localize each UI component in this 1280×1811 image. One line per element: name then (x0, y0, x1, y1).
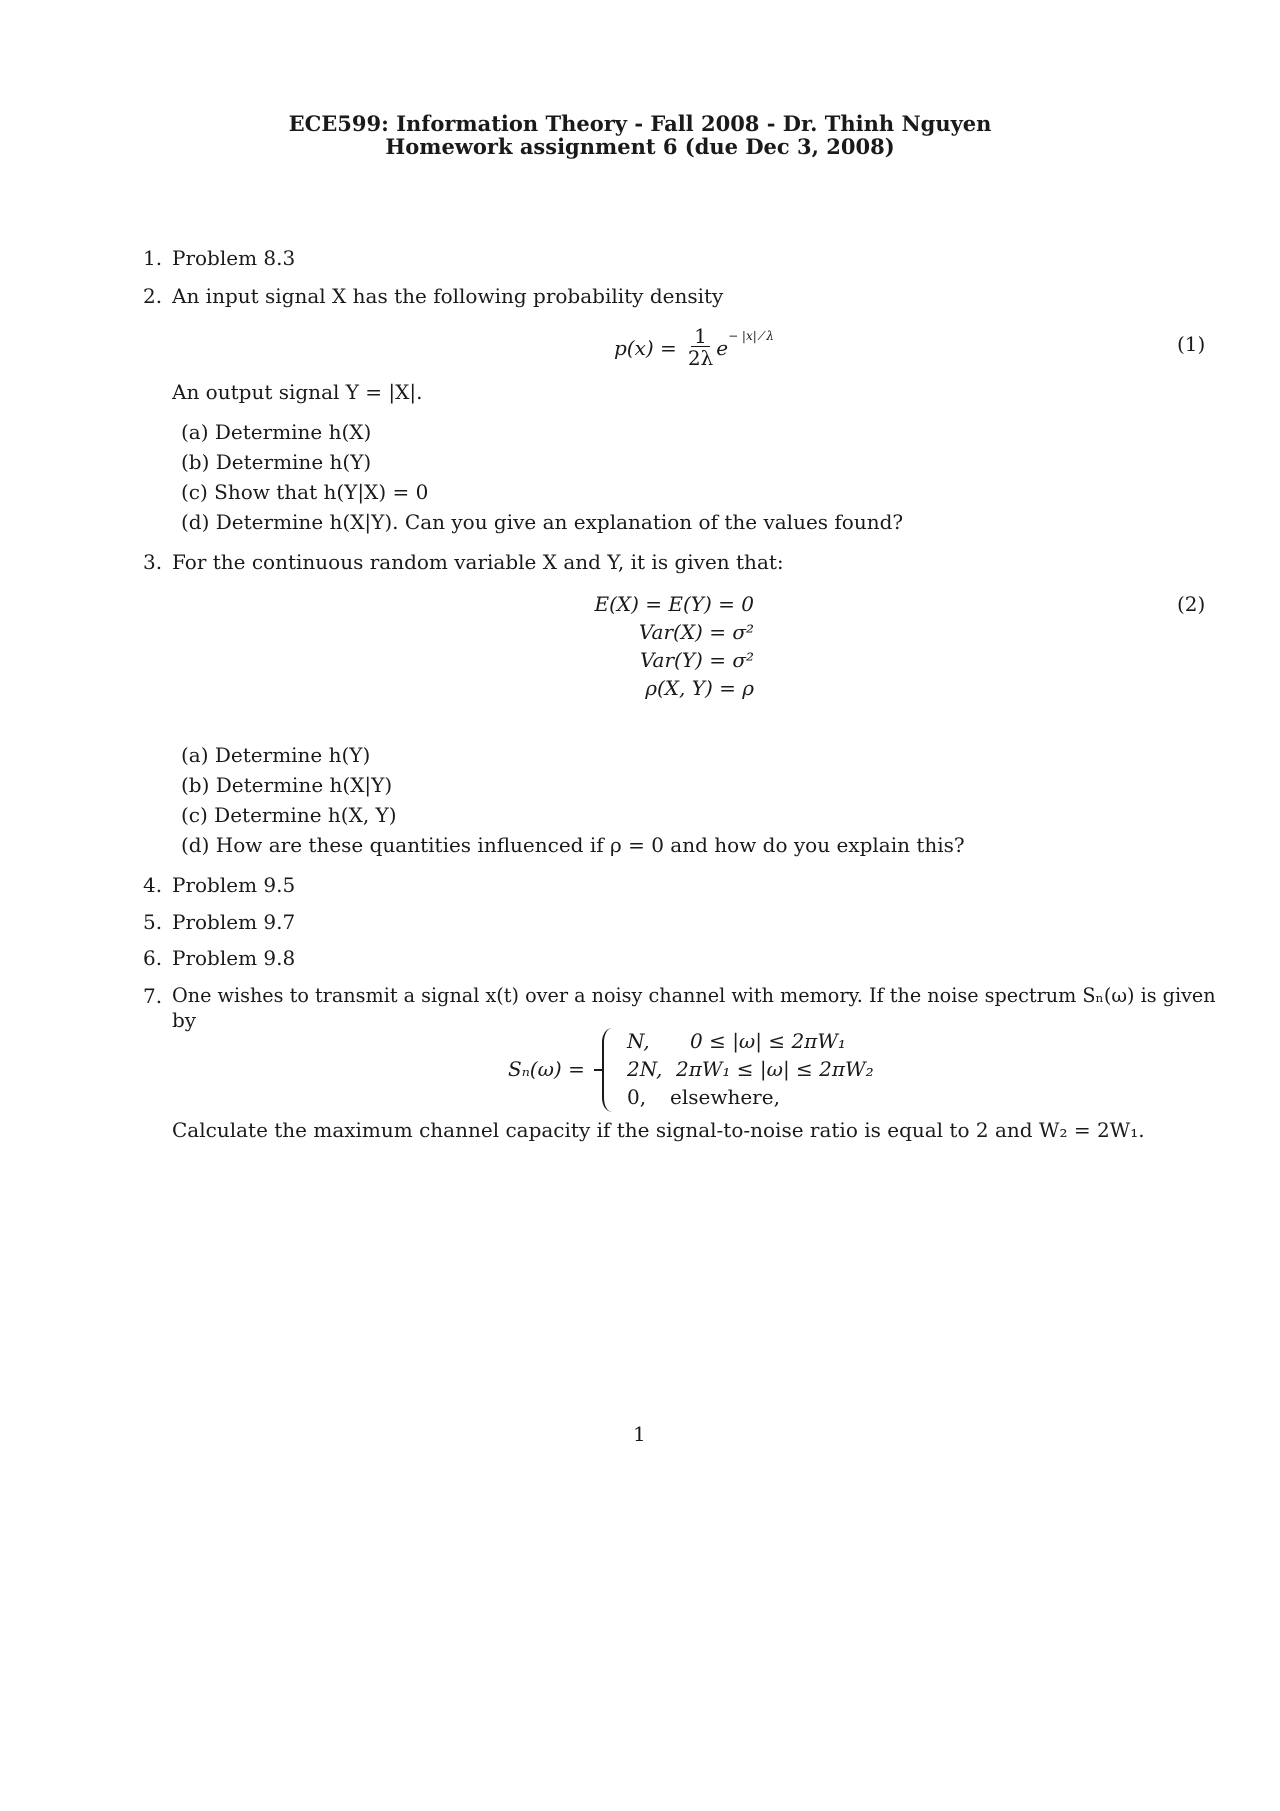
equation-2-line-4: ρ(X, Y) = ρ (645, 676, 754, 700)
problem-2-output-text: An output signal Y = |X|. (172, 380, 423, 404)
problem-6-number: 6. (143, 946, 163, 970)
equation-1-label: (1) (1177, 332, 1206, 356)
case-3-condition: elsewhere, (670, 1085, 780, 1109)
equation-1-numerator: 1 (691, 326, 710, 347)
document-subtitle: Homework assignment 6 (due Dec 3, 2008) (385, 134, 895, 159)
problem-6-text: Problem 9.8 (172, 946, 296, 970)
problem-7-text-line-2: by (172, 1008, 197, 1032)
equation-1-denominator: 2λ (687, 346, 714, 370)
case-2-condition: 2πW₁ ≤ |ω| ≤ 2πW₂ (676, 1057, 874, 1081)
problem-1-number: 1. (143, 246, 163, 270)
cases-brace (602, 1028, 614, 1112)
problem-4-number: 4. (143, 873, 163, 897)
equation-1-exponent: − |x| ⁄ λ (728, 328, 775, 343)
problem-2-item-a: (a) Determine h(X) (181, 420, 372, 444)
problem-7-conclusion: Calculate the maximum channel capacity if the signal-to-noise ratio is equal to 2 and W₂ = 2W₁. (172, 1118, 1145, 1142)
case-3-value: 0, (627, 1085, 647, 1109)
page-number: 1 (633, 1422, 646, 1446)
problem-3-item-d: (d) How are these quantities influenced if ρ = 0 and how do you explain this? (181, 833, 965, 857)
equation-2-label: (2) (1177, 592, 1206, 616)
equation-2-line-2: Var(X) = σ² (638, 620, 754, 644)
problem-2-text: An input signal X has the following probability density (172, 284, 724, 308)
problem-3-number: 3. (143, 550, 163, 574)
problem-3-item-b: (b) Determine h(X|Y) (181, 773, 393, 797)
equation-1 (614, 326, 774, 369)
document-title: ECE599: Information Theory - Fall 2008 - Dr. Thinh Nguyen (288, 111, 992, 136)
problem-2-item-c: (c) Show that h(Y|X) = 0 (181, 480, 429, 504)
problem-7-text-line-1: One wishes to transmit a signal x(t) over a noisy channel with memory. If the noise spectrum Sₙ(ω) is given (172, 984, 1216, 1007)
problem-3-item-a: (a) Determine h(Y) (181, 743, 371, 767)
equation-2-line-1: E(X) = E(Y) = 0 (594, 592, 754, 616)
cases-brace-tip (594, 1069, 602, 1071)
case-1-condition: 0 ≤ |ω| ≤ 2πW₁ (690, 1029, 846, 1053)
problem-2-number: 2. (143, 284, 163, 308)
problem-4-text: Problem 9.5 (172, 873, 296, 897)
problem-2-item-b: (b) Determine h(Y) (181, 450, 372, 474)
problem-7-number: 7. (143, 984, 163, 1008)
equation-1-exp-base: e (716, 335, 729, 360)
case-2-value: 2N, (627, 1057, 663, 1081)
problem-3-text: For the continuous random variable X and Y, it is given that: (172, 550, 784, 574)
problem-2-item-d: (d) Determine h(X|Y). Can you give an explanation of the values found? (181, 510, 904, 534)
equation-1-lhs: p(x) = (614, 335, 677, 360)
problem-5-number: 5. (143, 910, 163, 934)
equation-2-line-3: Var(Y) = σ² (639, 648, 754, 672)
equation-1-fraction (685, 326, 716, 369)
noise-spectrum-lhs: Sₙ(ω) = (508, 1057, 585, 1081)
case-1-value: N, (627, 1029, 650, 1053)
problem-5-text: Problem 9.7 (172, 910, 296, 934)
problem-3-item-c: (c) Determine h(X, Y) (181, 803, 397, 827)
problem-1-text: Problem 8.3 (172, 246, 296, 270)
